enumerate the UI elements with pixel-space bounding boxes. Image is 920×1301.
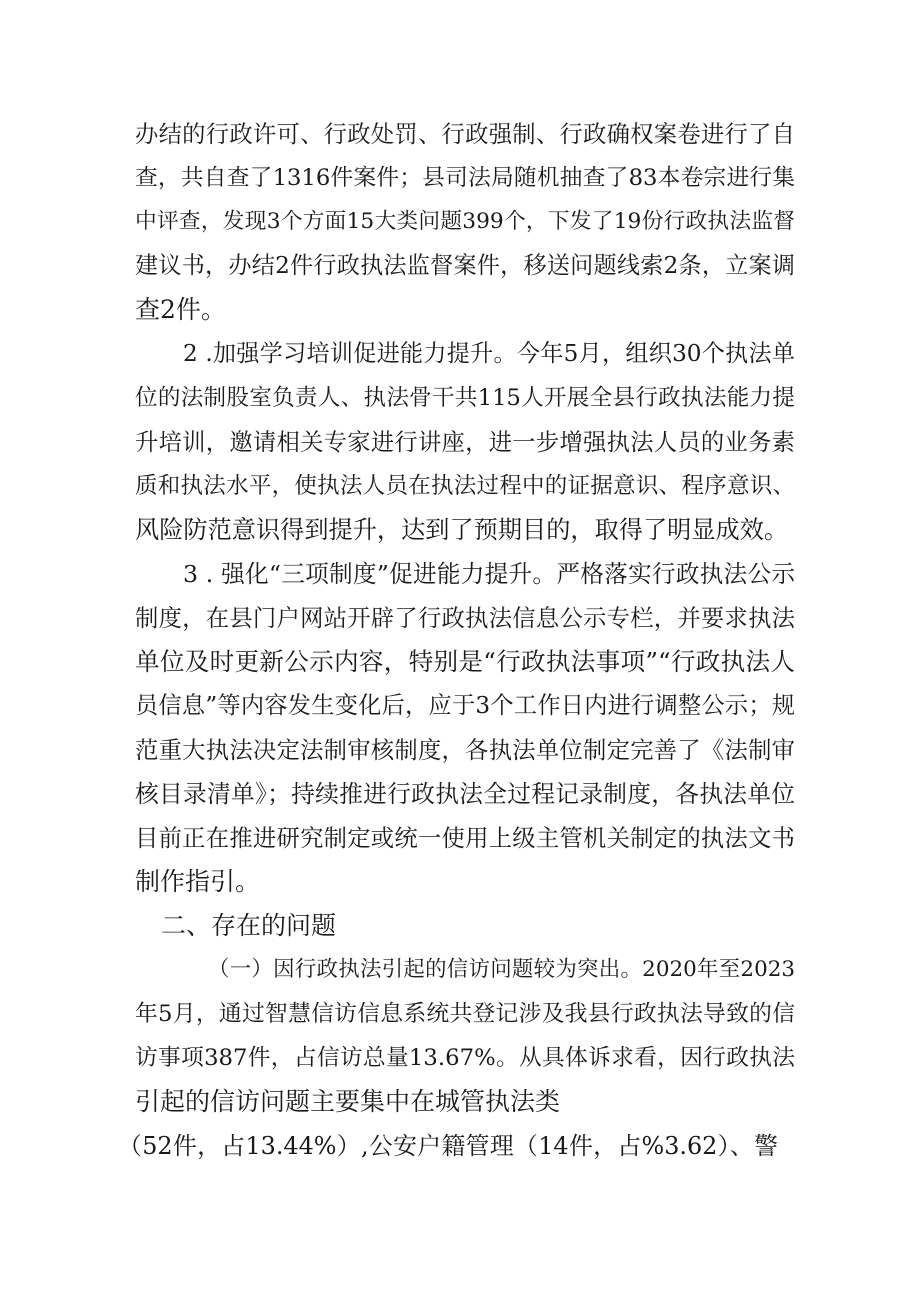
paragraph-3-line-7: 目前正在推进研究制定或统一使用上级主管机关制定的执法文书 [135,824,795,852]
paragraph-1-line-1: 办结的行政许可、行政处罚、行政强制、行政确权案卷进行了自 [135,120,795,148]
paragraph-4-line-2: 年5月，通过智慧信访信息系统共登记涉及我县行政执法导致的信 [135,1001,795,1027]
paragraph-3-line-6: 核目录清单》；持续推进行政执法全过程记录制度，各执法单位 [135,780,795,808]
paragraph-3-line-3: 单位及时更新公示内容，特别是“行政执法事项”“行政执法人 [135,647,795,676]
paragraph-3-line-5: 范重大执法决定法制审核制度，各执法单位制定完善了《法制审 [135,736,795,764]
paragraph-4-line-3: 访事项387件，占信访总量13.67%。从具体诉求看，因行政执法 [135,1045,795,1071]
paragraph-3-line-4: 员信息”等内容发生变化后，应于3个工作日内进行调整公示；规 [135,692,795,719]
paragraph-2-line-5: 风险防范意识得到提升，达到了预期目的，取得了明显成效。 [135,516,789,544]
paragraph-1-line-4: 建议书，办结2件行政执法监督案件，移送问题线索2条，立案调 [135,253,795,279]
paragraph-3-line-1: 3 . 强化“三项制度”促进能力提升。严格落实行政执法公示 [183,560,795,588]
section-heading: 二、存在的问题 [161,911,337,940]
paragraph-4-line-5: （52件，占13.44%）,公安户籍管理（14件，占%3.62）、警 [118,1132,778,1160]
paragraph-2-line-2: 位的法制股室负责人、执法骨干共115人开展全县行政执法能力提 [135,385,795,411]
paragraph-4-line-1: （一）因行政执法引起的信访问题较为突出。2020年至2023 [208,957,795,982]
paragraph-4-line-4: 引起的信访问题主要集中在城管执法类 [135,1087,561,1116]
paragraph-3-line-8: 制作指引。 [135,867,261,896]
paragraph-1-line-2: 查，共自查了1316件案件；县司法局随机抽查了83本卷宗进行集 [135,165,795,191]
paragraph-1-line-3: 中评查，发现3个方面15大类问题399个，下发了19份行政执法监督 [135,209,795,234]
paragraph-2-line-4: 质和执法水平，使执法人员在执法过程中的证据意识、程序意识、 [135,473,795,499]
paragraph-3-line-2: 制度，在县门户网站开辟了行政执法信息公示专栏，并要求执法 [135,604,795,632]
paragraph-1-line-5: 查2件。 [135,295,226,324]
paragraph-2-line-3: 升培训，邀请相关专家进行讲座，进一步增强执法人员的业务素 [135,428,795,456]
paragraph-2-line-1: 2 .加强学习培训促进能力提升。今年5月，组织30个执法单 [183,341,795,367]
